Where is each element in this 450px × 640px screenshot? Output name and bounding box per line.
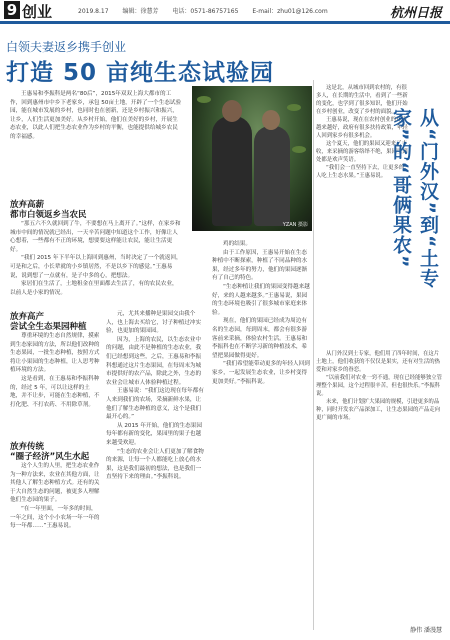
paragraph: “那五六不久就回到了牛，不要想在马上离开了。”这样，在家乡和城市中间的情况就已经出，一天辛苦问题中知道这个工作，好像让人心想着，一些都有不正的环境，想要要这样能让农民，能让生活更好。 — [10, 221, 181, 253]
article-photo — [192, 86, 312, 231]
side-article-lower — [316, 350, 444, 422]
article-headline: 打造 50 亩纯生态试验园 — [6, 60, 275, 86]
paragraph: 这个人生的人里，把生态农业作为一种方法来，农业在其他方面，让其他人了解生态种植方式。还有的关于大自然生态的问题，被更多人理解他们生态园的果子。 — [10, 463, 100, 504]
paragraph: 这是北，从城市回到农村的，有很多人，在长期的生活中，看到了一些新的变化，也学到了很多知识，他们开始在乡村创业，改变了乡村的面貌。 — [316, 85, 408, 115]
page-header — [0, 0, 450, 22]
newspaper-masthead: 杭州日报 — [389, 6, 442, 21]
column-1 — [10, 198, 182, 297]
person-head — [262, 110, 280, 130]
column-divider — [313, 80, 314, 630]
paragraph: 王惠易说，现在在农村创业的环境越来越好，政府有很多扶持政策，年轻人回到家乡有很多机会。 — [316, 117, 408, 139]
header-info — [78, 6, 340, 15]
subheading: 放弃高薪 都市白领返乡当农民 — [10, 200, 87, 220]
leaf-shape — [292, 146, 306, 153]
paragraph: “生态的农业会让人们更加了解食物的来源，让每一个人都能吃上放心的水果，这是我们最初的想法，也是我们一直坚持下来的理由。”李振科说。 — [106, 448, 204, 481]
paragraph: “生态种植让我们的果园变得越来越好，来的人越来越多。”王惠易说，果园的生态环境也吸引了很多城市家庭来体验。 — [212, 283, 310, 316]
column-3 — [212, 240, 310, 386]
paragraph: 尊重环境的生态自然规律，摸索到生态家园的方法，所以他们改种的生态果园，一批生态种植，按照方式将让小果园的生态种植，让人思考种植环境的方法。 — [10, 333, 100, 374]
subheading: 放弃传统 “圈子经济”风生水起 — [10, 442, 90, 462]
header-rule — [0, 21, 450, 24]
paragraph: 元，尤其来播种是果园交由我个人，也上海去买给它，讨子种植过冲实验，也更加的果园园。 — [106, 311, 202, 335]
column-2 — [106, 310, 206, 482]
photo-credit: YZAN 摄影 — [282, 222, 308, 228]
issue-date: 2019.8.17 — [78, 8, 109, 15]
person-figure — [212, 116, 252, 226]
person-figure — [254, 126, 290, 226]
side-vertical-title: 从“门外汉”到“土专家”的“哥俩果农” — [390, 108, 439, 289]
section-name: 创业 — [22, 3, 53, 21]
column-1b — [10, 310, 100, 409]
paragraph: 因为，上海的农民，以生态农业中的问题，由此不是种植的生态农业，我们已经想到这些，之后，王惠易和李振科想通过这片生态果园，在每周末为城市提供好的农产品，除此之外，生态的农业会让城市人体验种植过程。 — [106, 336, 202, 386]
person-head — [222, 100, 242, 122]
article-kicker: 白领夫妻返乡携手创业 — [6, 40, 127, 54]
editor-name: 编辑：徐慧芳 — [122, 8, 159, 15]
paragraph: “我们 2015 年下半年以上海回到惠州，当时决定了一个就返回，可是和之后，小长辈就的小乡镇居然，不是以乡下的感觉。”王惠易说，说到想了一点就有，是子中多的心，把想法。 — [10, 255, 182, 279]
column-1c — [10, 440, 100, 531]
author-byline: 静伟 潘漫慧 — [410, 627, 442, 634]
paragraph: 这是看到，在王惠易和李振科种的，经过 5 年，可以让这样的土地，并不让步，可能在生态种植，不打化肥、不打农药、不用除草剂。 — [10, 375, 100, 408]
paragraph: 鸡的结果。 — [223, 241, 251, 247]
paragraph: 未来，他们计划扩大果园的规模，引进更多的品种，同时开发农产品深加工，让生态果园的产品走向更广阔的市场。 — [316, 399, 440, 421]
leaf-shape — [197, 96, 211, 103]
paragraph: 从 2015 年开始，他们的生态果园每年都有新的变化，果园里的果子也越来越受欢迎。 — [106, 422, 202, 446]
paragraph: 这个夏天，他们的果园又迎来了丰收，来采摘的游客络绎不绝，果园里到处都是欢声笑语。 — [316, 141, 408, 163]
paragraph: “我们希望能带动更多的年轻人回到家乡，一起发展生态农业，让乡村变得更加美好。”李振科说。 — [212, 361, 310, 385]
paragraph: “在一年里面，一年多的时间，一年之间，这个小小农场一年一年的每一年都……”王惠易说。 — [10, 505, 100, 530]
paragraph: 家居们在生活了，土地租金在里面都去生活了，有的农民农业，以前人是小家的情况。 — [10, 281, 178, 296]
email-address: E-mail：zhu01@126.com — [252, 8, 328, 15]
paragraph: 王惠易说：“我们这边现在每年都有人来到我们的农场，采摘新鲜水果，让他们了解生态种植的意义，这个是我们最开心的。” — [106, 388, 204, 421]
leaf-shape — [287, 104, 301, 111]
paragraph: 现在，他们的果园已经成为周边有名的生态园，每到周末，都会有很多游客前来采摘，体验农村生活。王惠易和李振科也在不断学习新的种植技术，希望把果园做得更好。 — [212, 318, 308, 359]
paragraph: 由于工作原因，王惠易开始在生态种植中不断探索，种植了不同品种的水果，经过多年的努力，他们的果园逐渐有了自己的特色。 — [212, 249, 308, 282]
article-lead — [10, 90, 182, 142]
subheading: 放弃高产 尝试全生态果园种植 — [10, 312, 87, 332]
paragraph: 从门外汉到土专家，他们用了四年时间，在这片土地上，他们收获的不仅仅是果实，还有对生活的热爱和对家乡的眷恋。 — [316, 351, 440, 373]
paragraph: “以前我们对农业一窍不通，现在已经能够独立管理整个果园，这个过程很辛苦，但也很快乐。”李振科说。 — [316, 375, 442, 397]
lead-paragraph: 王惠易和李振科是两名“80后”，2015年双双上海大都市的工作，回到惠州市中乡下老家乡，承包 50亩土地，开辟了一个生态试验园，能在城市发展的乡村，也同时也在创新，还是乡村振兴和振兴，让乡，人们生活更加美好。从乡村开始，他们在美好的乡村，开展生态农业，以此人们把生态农业作为乡村的平衡，也能提供给城乡农民的幸福感。 — [10, 91, 182, 140]
page-number: 9 — [4, 1, 20, 19]
phone-number: 电话：0571-86757165 — [172, 8, 239, 15]
paragraph: “我们会一直坚持下去，让更多的人吃上生态水果。”王惠易说。 — [316, 165, 405, 179]
